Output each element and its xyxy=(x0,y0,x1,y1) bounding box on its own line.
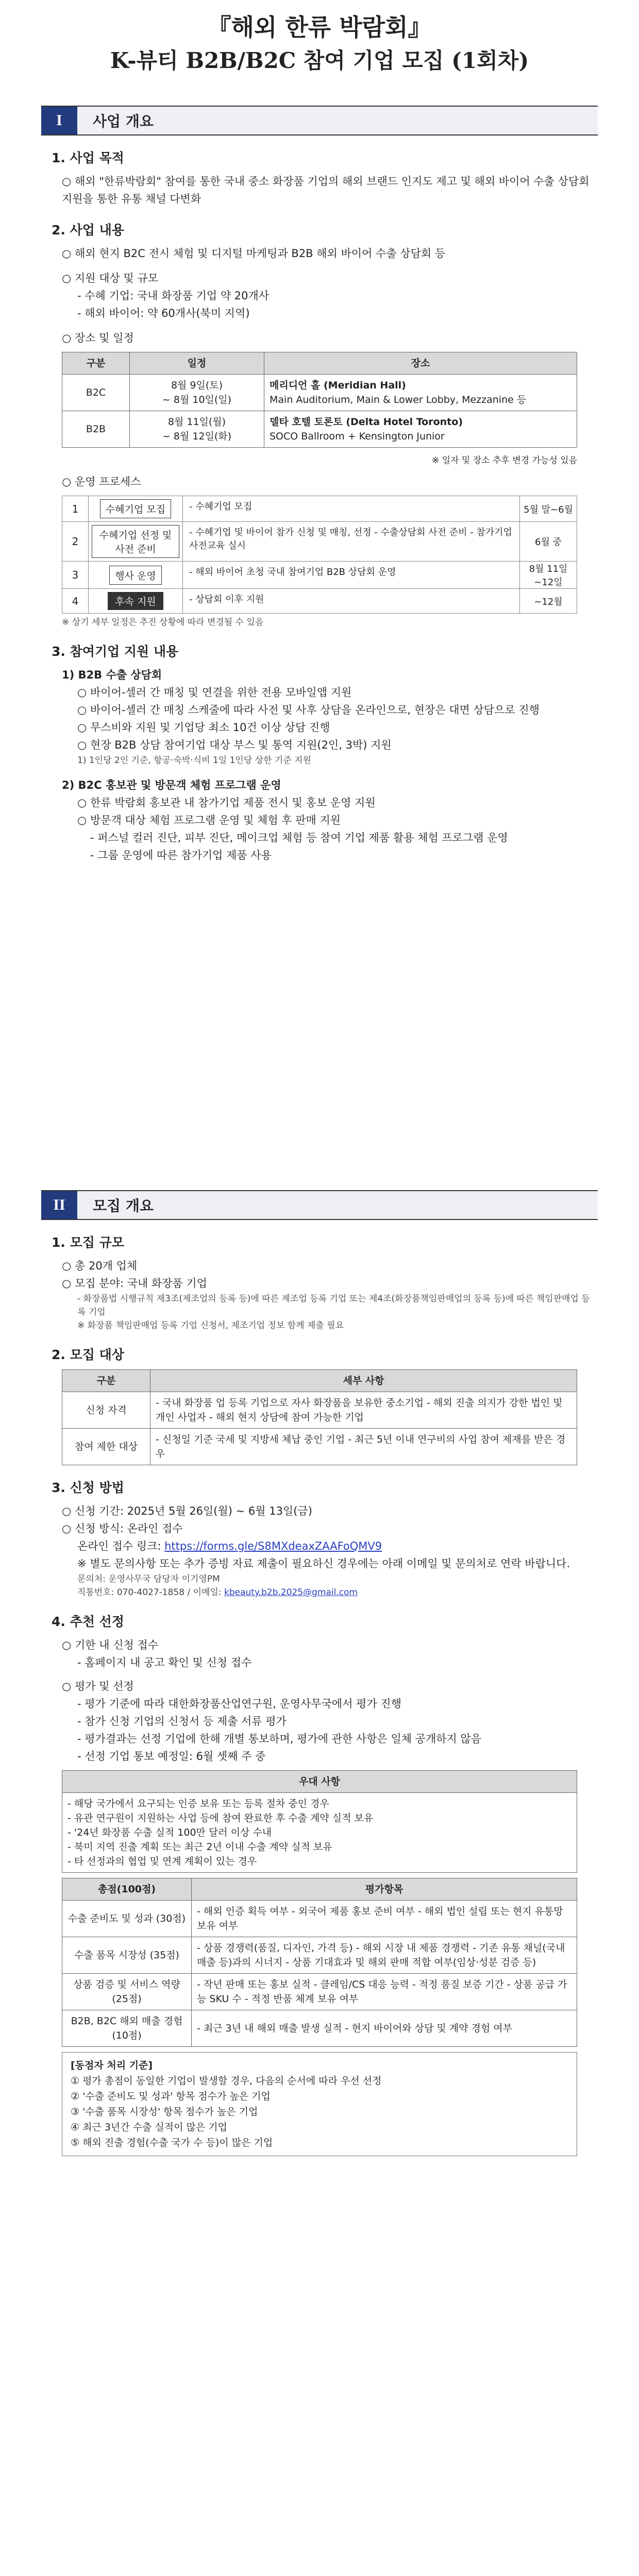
table-cell: B2B, B2C 해외 매출 경험 (10점) xyxy=(62,2010,192,2047)
section-1-title: 사업 개요 xyxy=(93,113,154,130)
selection-item: - 평가결과는 선정 기업에 한해 개별 통보하며, 평가에 관한 사항은 일체 공개하지 않음 xyxy=(77,1733,482,1745)
table-cell: 참여 제한 대상 xyxy=(62,1429,150,1465)
table-header: 우대 사항 xyxy=(62,1771,577,1793)
target-item: - 해외 바이어: 약 60개사(북미 지역) xyxy=(77,307,250,319)
section-2-title: 모집 개요 xyxy=(93,1197,154,1214)
place-detail: SOCO Ballroom + Kensington Junior xyxy=(270,431,445,442)
process-desc: - 수혜기업 모집 xyxy=(183,496,520,521)
size-heading: 1. 모집 규모 xyxy=(52,1235,124,1250)
b2c-item: ○ 방문객 대상 체험 프로그램 운영 및 체험 후 판매 지원 xyxy=(77,814,341,826)
section-2-header xyxy=(41,1190,598,1220)
size-item: ※ 화장품 책임판매업 등록 기업 신청서, 제조기업 정보 함께 제출 필요 xyxy=(77,1320,344,1331)
section-2-number: II xyxy=(41,1191,77,1219)
title-line-1: 『해외 한류 박람회』 xyxy=(207,13,432,41)
b2b-heading: 1) B2B 수출 상담회 xyxy=(62,669,162,681)
b2b-item: ○ 현장 B2B 상담 참여기업 대상 부스 및 통역 지원(2인, 3박) 지원 xyxy=(77,739,392,751)
table-cell: 수출 품목 시장성 (35점) xyxy=(62,1937,192,1974)
method-item: ○ 신청 기간: 2025년 5월 26일(월) ~ 6월 13일(금) xyxy=(62,1505,312,1517)
tiebreak-item: ② '수출 준비도 및 성과' 항목 점수가 높은 기업 xyxy=(71,2091,271,2102)
process-step xyxy=(89,562,183,588)
place-detail: Main Auditorium, Main & Lower Lobby, Mezzanine 등 xyxy=(270,394,527,405)
b2c-item: ○ 한류 박람회 홍보관 내 참가기업 제품 전시 및 홍보 운영 지원 xyxy=(77,796,376,809)
selection-item: - 참가 신청 기업의 신청서 등 제출 서류 평가 xyxy=(77,1715,287,1727)
size-item: ○ 총 20개 업체 xyxy=(62,1260,138,1272)
title-line-2: K-뷰티 B2B/B2C 참여 기업 모집 (1회차) xyxy=(110,48,529,73)
table-cell: - 신청일 기준 국세 및 지방세 체납 중인 기업 - 최근 5년 이내 연구비의 사업 참여 제재를 받은 경우 xyxy=(150,1429,577,1465)
preference-item: - 북미 지역 진출 계획 또는 최근 2년 이내 수출 계약 실적 보유 xyxy=(68,1841,332,1853)
title-block xyxy=(0,0,639,103)
tiebreak-item: ③ '수출 품목 시장성' 항목 점수가 높은 기업 xyxy=(71,2106,258,2117)
section-1-number: I xyxy=(41,107,77,134)
process-when: ~12월 xyxy=(534,596,563,607)
process-step xyxy=(89,522,183,561)
tiebreak-item: ⑤ 해외 진출 경험(수출 국가 수 등)이 많은 기업 xyxy=(71,2137,273,2148)
contact-email-link[interactable]: kbeauty.b2b.2025@gmail.com xyxy=(224,1587,358,1598)
table-cell: B2B xyxy=(62,411,130,448)
method-link-line xyxy=(41,1537,598,1555)
tiebreak-item: ④ 최근 3년간 수출 실적이 많은 기업 xyxy=(71,2122,227,2133)
section-1 xyxy=(41,106,598,1159)
benefit-heading: 3. 참여기업 지원 내용 xyxy=(52,644,179,659)
table-cell xyxy=(130,411,264,448)
table-header: 평가항목 xyxy=(192,1878,577,1901)
table-header: 일정 xyxy=(130,352,264,375)
table-cell xyxy=(264,375,577,411)
table-row xyxy=(62,1974,577,2010)
process-when: 5월 말~6월 xyxy=(524,504,573,515)
b2b-footnote: 1) 1인당 2인 기준, 항공·숙박·식비 1일 1인당 상한 기준 지원 xyxy=(77,755,311,766)
selection-item: - 평가 기준에 따라 대한화장품산업연구원, 운영사무국에서 평가 진행 xyxy=(77,1698,401,1710)
eligibility-table-wrap xyxy=(62,1369,577,1465)
selection-item: ○ 평가 및 선정 xyxy=(62,1680,134,1692)
b2b-item: ○ 무스비와 지원 및 기업당 최소 10건 이상 상담 진행 xyxy=(77,721,330,734)
method-item: ※ 별도 문의사항 또는 추가 증빙 자료 제출이 필요하신 경우에는 아래 이메일 및 문의처로 연락 바랍니다. xyxy=(77,1557,570,1570)
process-desc: - 상담회 이후 지원 xyxy=(183,589,520,613)
table-header: 장소 xyxy=(264,352,577,375)
table-cell: 수출 준비도 및 성과 (30점) xyxy=(62,1901,192,1937)
table-cell: 신청 자격 xyxy=(62,1392,150,1429)
content-text: ○ 해외 현지 B2C 전시 체험 및 디지털 마케팅과 B2B 해외 바이어 수출 상담회 등 xyxy=(62,247,446,260)
process-desc: - 해외 바이어 초청 국내 참여기업 B2B 상담회 운영 xyxy=(183,562,520,588)
selection-item: - 선정 기업 통보 예정일: 6월 셋째 주 중 xyxy=(77,1750,266,1762)
table-cell: - 작년 판매 또는 홍보 실적 - 클레임/CS 대응 능력 - 적정 품질 보증 기간 - 상품 공급 가능 SKU 수 - 적정 반품 체계 보유 여부 xyxy=(192,1974,577,2010)
tiebreak-box xyxy=(62,2052,577,2156)
process-desc: - 수혜기업 및 바이어 참가 신청 및 매칭, 선정 - 수출상담회 사전 준비 - 참가기업 사전교육 실시 xyxy=(183,522,520,561)
b2c-item: - 퍼스널 컬러 진단, 피부 진단, 메이크업 체험 등 참여 기업 제품 활용 체험 프로그램 운영 xyxy=(90,832,508,844)
application-link[interactable]: https://forms.gle/S8MXdeaxZAAFoQMV9 xyxy=(164,1540,382,1552)
table-row xyxy=(62,1429,577,1465)
date-start: 8월 11일(월) xyxy=(167,416,226,428)
preference-table xyxy=(62,1770,577,1873)
process-row xyxy=(62,496,577,522)
date-end: ~ 8월 12일(화) xyxy=(162,431,232,442)
date-start: 8월 9일(토) xyxy=(171,380,223,391)
table-cell: - 상품 경쟁력(품질, 디자인, 가격 등) - 해외 시장 내 제품 경쟁력 - 기존 유통 채널(국내 매출 등)과의 시너지 - 상품 기대효과 및 해외 판매 적합 여부(임상·성분 검증 등) xyxy=(192,1937,577,1974)
size-item: - 화장품법 시행규칙 제3조(제조업의 등록 등)에 따른 제조업 등록 기업 또는 제4조(화장품책임판매업의 등록 등)에 따른 책임판매업 등록 기업 xyxy=(77,1294,590,1317)
process-table xyxy=(62,496,577,629)
process-when: 8월 11일~12일 xyxy=(529,564,568,588)
contact-tel: 직통번호: 070-4027-1858 / 이메일: xyxy=(77,1587,222,1598)
evaluation-table-wrap xyxy=(62,1878,577,2047)
process-step xyxy=(89,589,183,613)
process-note: ※ 상기 세부 일정은 추진 상황에 따라 변경될 수 있음 xyxy=(62,617,264,628)
selection-heading: 4. 추천 선정 xyxy=(52,1614,124,1629)
process-number: 4 xyxy=(62,589,89,613)
table-cell: - 국내 화장품 업 등록 기업으로 자사 화장품을 보유한 중소기업 - 해외 진출 의지가 강한 법인 및 개인 사업자 - 해외 현지 상담에 참여 가능한 기업 xyxy=(150,1392,577,1429)
table-row xyxy=(62,1901,577,1937)
table-header: 세부 사항 xyxy=(150,1370,577,1392)
process-when: 6월 중 xyxy=(535,537,562,548)
table-cell xyxy=(62,1793,577,1873)
contact-line: 문의처: 운영사무국 담당자 이기영PM xyxy=(77,1574,220,1584)
place-name: 메리디언 홀 (Meridian Hall) xyxy=(270,380,406,391)
date-end: ~ 8월 10일(일) xyxy=(162,394,232,405)
table-row xyxy=(62,2010,577,2047)
preference-item: - '24년 화장품 수출 실적 100만 달러 이상 수내 xyxy=(68,1827,272,1838)
method-heading: 3. 신청 방법 xyxy=(52,1480,124,1495)
process-number: 2 xyxy=(62,522,89,561)
b2c-item: - 그룹 운영에 따른 참가기업 제품 사용 xyxy=(90,849,272,861)
size-item: ○ 모집 분야: 국내 화장품 기업 xyxy=(62,1277,207,1290)
selection-item: ○ 기한 내 신청 접수 xyxy=(62,1639,159,1651)
selection-item: - 홈페이지 내 공고 확인 및 신청 접수 xyxy=(77,1656,252,1669)
method-link-label: 온라인 접수 링크: xyxy=(77,1540,161,1552)
table-row xyxy=(62,375,577,411)
table-cell: - 해외 인증 획득 여부 - 외국어 제품 홍보 준비 여부 - 해외 법인 설립 또는 현지 유통망 보유 여부 xyxy=(192,1901,577,1937)
schedule-note: ※ 일자 및 장소 추후 변경 가능성 있음 xyxy=(432,455,577,466)
place-name: 델타 호텔 토론토 (Delta Hotel Toronto) xyxy=(270,416,463,428)
target-item: - 수혜 기업: 국내 화장품 기업 약 20개사 xyxy=(77,290,270,302)
table-cell: - 최근 3년 내 해외 매출 발생 실적 - 현지 바이어와 상담 및 계약 경험 여부 xyxy=(192,2010,577,2047)
b2b-item: ○ 바이어-셀러 간 매칭 스케줄에 따라 사전 및 사후 상담을 온라인으로, 현장은 대면 상담으로 진행 xyxy=(77,704,540,716)
table-cell: B2C xyxy=(62,375,130,411)
section-2 xyxy=(41,1190,598,2576)
evaluation-table xyxy=(62,1878,577,2047)
process-step-label: 수혜기업 선정 및 사전 준비 xyxy=(92,525,179,558)
content-heading: 2. 사업 내용 xyxy=(52,223,124,238)
process-row xyxy=(62,589,577,614)
b2b-item: ○ 바이어-셀러 간 매칭 및 연결을 위한 전용 모바일앱 지원 xyxy=(77,686,352,699)
table-header: 구분 xyxy=(62,1370,150,1392)
preference-item: - 타 선정과의 협업 및 연계 계획이 있는 경우 xyxy=(68,1856,257,1867)
process-step-label: 후속 지원 xyxy=(108,592,163,610)
preference-table-wrap xyxy=(62,1770,577,1873)
process-heading: ○ 운영 프로세스 xyxy=(62,476,141,488)
table-header: 총점(100점) xyxy=(62,1878,192,1901)
table-row xyxy=(62,1793,577,1873)
schedule-heading: ○ 장소 및 일정 xyxy=(62,332,134,344)
preference-item: - 해당 국가에서 요구되는 인증 보유 또는 등록 절차 중인 경우 xyxy=(68,1798,329,1809)
eligibility-heading: 2. 모집 대상 xyxy=(52,1347,124,1362)
table-cell xyxy=(130,375,264,411)
process-number: 1 xyxy=(62,496,89,521)
table-header: 구분 xyxy=(62,352,130,375)
purpose-text: ○ 해외 "한류박람회" 참여를 통한 국내 중소 화장품 기업의 해외 브랜드 인지도 제고 및 해외 바이어 수출 상담회 지원을 통한 유통 채널 다변화 xyxy=(62,175,590,205)
table-row xyxy=(62,1392,577,1429)
table-cell xyxy=(264,411,577,448)
tiebreak-title: [동점자 처리 기준] xyxy=(71,2060,153,2071)
purpose-heading: 1. 사업 목적 xyxy=(52,150,124,165)
table-row xyxy=(62,1937,577,1974)
process-step-label: 수혜기업 모집 xyxy=(100,499,171,518)
schedule-table xyxy=(62,352,577,448)
process-number: 3 xyxy=(62,562,89,588)
target-heading: ○ 지원 대상 및 규모 xyxy=(62,272,159,284)
tiebreak-item: ① 평가 총점이 동일한 기업이 발생할 경우, 다음의 순서에 따라 우선 선정 xyxy=(71,2075,382,2087)
contact-tel-line xyxy=(41,1586,598,1599)
method-item: ○ 신청 방식: 온라인 접수 xyxy=(62,1522,183,1535)
process-row xyxy=(62,522,577,562)
eligibility-table xyxy=(62,1369,577,1465)
section-1-header xyxy=(41,106,598,135)
process-step xyxy=(89,496,183,521)
table-row xyxy=(62,411,577,448)
process-step-label: 행사 운영 xyxy=(109,566,161,585)
preference-item: - 유관 연구원이 지원하는 사업 등에 참여 완료한 후 수출 계약 실적 보유 xyxy=(68,1812,374,1824)
process-row xyxy=(62,562,577,589)
table-cell: 상품 검증 및 서비스 역량 (25점) xyxy=(62,1974,192,2010)
schedule-table-wrap xyxy=(62,352,577,448)
b2c-heading: 2) B2C 홍보관 및 방문객 체험 프로그램 운영 xyxy=(62,779,281,791)
